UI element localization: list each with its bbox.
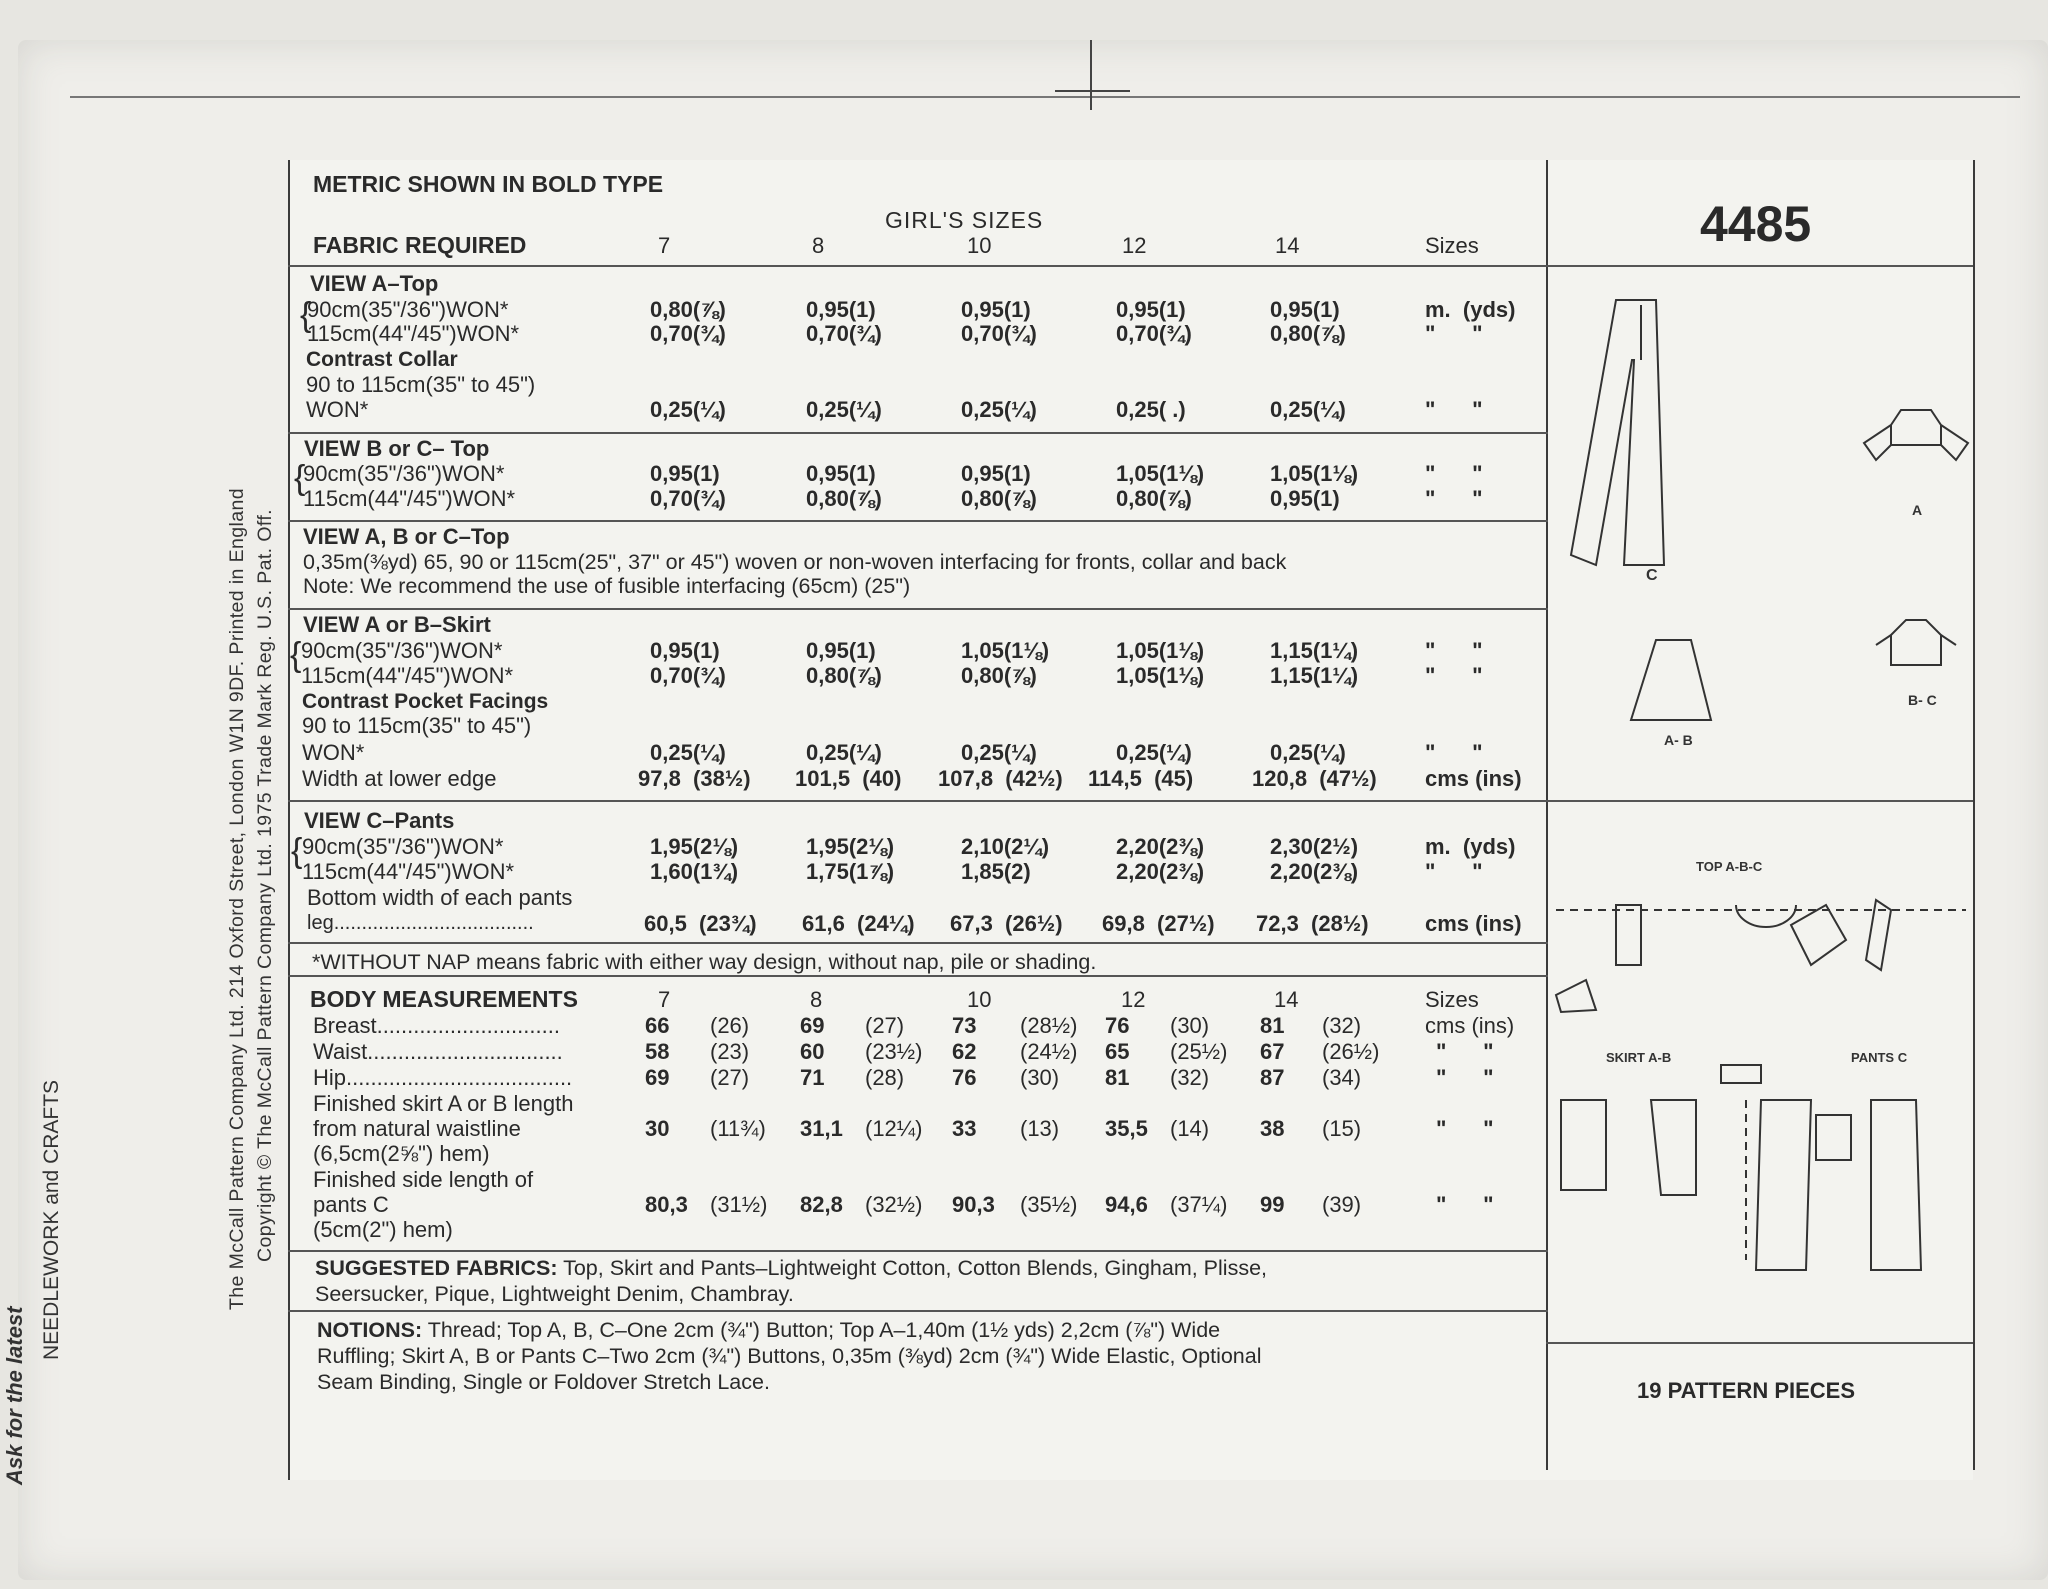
skirt-view-ab-drawing xyxy=(1631,640,1711,720)
fabric-value: 0,95(1) xyxy=(961,461,1031,486)
fabric-value: 2,20(2⅜) xyxy=(1270,859,1359,884)
fabric-value: 0,95(1) xyxy=(806,297,876,322)
rule-view-a xyxy=(288,432,1548,434)
edge-text-latest: Ask for the latest xyxy=(2,1306,27,1485)
pants-leg-value: 61,6 (24¼) xyxy=(802,911,915,936)
unit-label: " " xyxy=(1425,486,1483,511)
body-inch: (28) xyxy=(865,1065,905,1090)
suggested-fabrics-label: SUGGESTED FABRICS: xyxy=(315,1256,558,1280)
view-label-ab: A- B xyxy=(1664,732,1693,748)
fabric-value: 0,25(¼) xyxy=(961,740,1037,765)
skirt-width-value: 114,5 (45) xyxy=(1088,766,1194,791)
fabric-value: 1,05(1⅛) xyxy=(1116,461,1205,486)
view-a-range: 90 to 115cm(35" to 45") xyxy=(306,372,536,397)
brace: { xyxy=(290,636,302,674)
fabric-value: 1,95(2⅛) xyxy=(806,834,895,859)
skirt-length-inch: (12¼) xyxy=(865,1116,923,1141)
size-heading-12: 12 xyxy=(1122,233,1147,258)
body-inch: (23½) xyxy=(865,1039,923,1064)
fabric-value: 1,15(1¼) xyxy=(1270,638,1359,663)
body-measurements-title: BODY MEASUREMENTS xyxy=(310,986,578,1012)
view-bc-r2-label: 115cm(44"/45")WON* xyxy=(303,486,516,511)
skirt-width-value: 120,8 (47½) xyxy=(1252,766,1377,791)
brace: { xyxy=(294,459,306,497)
rule-right-pieces xyxy=(1546,1342,1973,1344)
body-inch: (27) xyxy=(865,1013,905,1038)
suggested-fabrics-text-1: Top, Skirt and Pants–Lightweight Cotton, Cotton Blends, Gingham, Plisse, xyxy=(557,1256,1267,1280)
fabric-value: 1,75(1⅞) xyxy=(806,859,895,884)
fabric-value: 0,80(⅞) xyxy=(806,486,882,511)
fabric-value: 0,95(1) xyxy=(650,638,720,663)
body-inch: (34) xyxy=(1322,1065,1362,1090)
fabric-value: 0,80(⅞) xyxy=(806,663,882,688)
body-size-8: 8 xyxy=(810,987,823,1012)
fabric-value: 0,25(¼) xyxy=(650,397,726,422)
piece-inside-pocket xyxy=(1816,1115,1851,1160)
piece-back-skirt xyxy=(1561,1100,1606,1190)
fabric-value: 0,95(1) xyxy=(806,638,876,663)
rule-skirt xyxy=(288,800,1548,802)
unit-label: " " xyxy=(1425,859,1483,884)
body-size-12: 12 xyxy=(1121,987,1146,1012)
top-group-label: TOP A-B-C xyxy=(1696,859,1763,874)
body-value: 69 xyxy=(645,1065,670,1090)
fabric-value: 1,15(1¼) xyxy=(1270,663,1359,688)
fabric-value: 0,95(1) xyxy=(650,461,720,486)
pants-length-value: 90,3 xyxy=(952,1192,995,1217)
body-value: 76 xyxy=(1105,1013,1130,1038)
notions-label: NOTIONS: xyxy=(317,1318,423,1342)
fabric-value: 0,70(¾) xyxy=(650,663,726,688)
size-heading-14: 14 xyxy=(1275,233,1300,258)
unit-label: cms (ins) xyxy=(1425,911,1522,936)
fabric-value: 1,05(1⅛) xyxy=(961,638,1050,663)
body-value: 66 xyxy=(645,1013,670,1038)
notions-text-2: Ruffling; Skirt A, B or Pants C–Two 2cm (¾") Buttons, 0,35m (⅜yd) 2cm (¾") Wide Elastic, Optional xyxy=(317,1344,1262,1368)
pants-leg-value: 72,3 (28½) xyxy=(1256,911,1369,936)
rule-body xyxy=(288,1250,1548,1252)
view-a-contrast: Contrast Collar xyxy=(306,348,458,371)
skirt-length-l3: (6,5cm(2⅝") hem) xyxy=(313,1141,490,1166)
pants-view-c-drawing xyxy=(1571,300,1664,565)
pattern-number: 4485 xyxy=(1700,196,1812,252)
fabric-value: 1,95(2⅛) xyxy=(650,834,739,859)
metric-note: METRIC SHOWN IN BOLD TYPE xyxy=(313,171,664,197)
fabric-value: 0,80(⅞) xyxy=(961,486,1037,511)
unit-label: " " xyxy=(1425,740,1483,765)
body-inch: (32) xyxy=(1322,1013,1362,1038)
fabric-value: 0,25(¼) xyxy=(961,397,1037,422)
fabric-value: 0,70(¾) xyxy=(1116,321,1192,346)
body-value: 71 xyxy=(800,1065,825,1090)
pants-length-inch: (31½) xyxy=(710,1192,768,1217)
rule-suggested xyxy=(288,1310,1548,1312)
skirt-contrast: Contrast Pocket Facings xyxy=(302,690,549,713)
rule-header xyxy=(288,265,1548,267)
skirt-length-value: 35,5 xyxy=(1105,1116,1148,1141)
pattern-pieces-layout xyxy=(1546,800,1973,1340)
unit-label: m. (yds) xyxy=(1425,297,1516,322)
rule-view-bc xyxy=(288,520,1548,522)
view-label-bc: B- C xyxy=(1908,692,1937,708)
unit-label: " " xyxy=(1425,461,1483,486)
fabric-value: 0,70(¾) xyxy=(961,321,1037,346)
pants-length-inch: (35½) xyxy=(1020,1192,1078,1217)
skirt-length-l1: Finished skirt A or B length xyxy=(313,1091,574,1116)
fabric-value: 0,80(⅞) xyxy=(1270,321,1346,346)
pants-length-inch: (39) xyxy=(1322,1192,1362,1217)
pants-title: VIEW C–Pants xyxy=(304,808,455,833)
rule-pants xyxy=(288,942,1548,944)
side-copyright-line-2: Copyright © The McCall Pattern Company Ltd. 1975 Trade Mark Reg. U.S. Pat. Off. xyxy=(254,509,276,1262)
side-copyright-line-1: The McCall Pattern Company Ltd. 214 Oxford Street, London W1N 9DF. Printed in England xyxy=(226,488,248,1310)
piece-back-pants xyxy=(1756,1100,1811,1270)
fabric-value: 2,10(2¼) xyxy=(961,834,1050,859)
unit-label: cms (ins) xyxy=(1425,766,1522,791)
rule-view-abc xyxy=(288,608,1548,610)
pattern-pieces-count: 19 PATTERN PIECES xyxy=(1637,1378,1856,1403)
fabric-value: 0,80(⅞) xyxy=(650,297,726,322)
body-inch: (28½) xyxy=(1020,1013,1078,1038)
view-abc-line: 0,35m(⅜yd) 65, 90 or 115cm(25", 37" or 45") woven or non-woven interfacing for fronts, collar and back xyxy=(303,550,1287,574)
body-inch: (30) xyxy=(1170,1013,1210,1038)
notions-line-1 xyxy=(317,1318,1220,1343)
suggested-fabrics-text-2: Seersucker, Pique, Lightweight Denim, Chambray. xyxy=(315,1282,794,1306)
body-inch: (26½) xyxy=(1322,1039,1380,1064)
fabric-value: 1,05(1⅛) xyxy=(1116,638,1205,663)
view-bc-title: VIEW B or C– Top xyxy=(304,436,490,461)
fabric-value: 0,95(1) xyxy=(1116,297,1186,322)
body-value: 65 xyxy=(1105,1039,1130,1064)
top-view-bc-drawing xyxy=(1876,620,1956,665)
fabric-value: 0,95(1) xyxy=(961,297,1031,322)
body-inch: (25½) xyxy=(1170,1039,1228,1064)
skirt-width-value: 101,5 (40) xyxy=(795,766,902,791)
fabric-value: 0,25(¼) xyxy=(806,740,882,765)
skirt-r1-label: 90cm(35"/36")WON* xyxy=(301,638,503,663)
view-abc-note: Note: We recommend the use of fusible interfacing (65cm) (25") xyxy=(303,574,911,598)
view-a-title: VIEW A–Top xyxy=(310,271,439,296)
piece-waistband xyxy=(1721,1065,1761,1083)
skirt-length-value: 31,1 xyxy=(800,1116,843,1141)
piece-sleeve xyxy=(1556,980,1596,1012)
size-heading-7: 7 xyxy=(658,233,671,258)
pants-group-label: PANTS C xyxy=(1851,1050,1908,1065)
fabric-value: 0,80(⅞) xyxy=(1116,486,1192,511)
body-value: 67 xyxy=(1260,1039,1285,1064)
fabric-value: 0,70(¾) xyxy=(806,321,882,346)
body-value: 60 xyxy=(800,1039,825,1064)
top-view-a-drawing xyxy=(1864,410,1968,460)
piece-armhole xyxy=(1736,905,1796,927)
skirt-length-inch: (11¾) xyxy=(710,1116,766,1141)
view-label-a: A xyxy=(1912,502,1923,518)
view-label-c: C xyxy=(1646,567,1658,584)
piece-back-top xyxy=(1616,905,1641,965)
fabric-value: 0,70(¾) xyxy=(650,486,726,511)
skirt-length-inch: (13) xyxy=(1020,1116,1060,1141)
pants-length-l3: (5cm(2") hem) xyxy=(313,1217,453,1242)
pants-length-value: 94,6 xyxy=(1105,1192,1148,1217)
skirt-length-l2: from natural waistline xyxy=(313,1116,521,1141)
skirt-range: 90 to 115cm(35" to 45") xyxy=(302,713,532,738)
pants-length-inch: (32½) xyxy=(865,1192,923,1217)
fabric-value: 0,95(1) xyxy=(1270,486,1340,511)
brace: { xyxy=(291,832,303,870)
skirt-length-value: 33 xyxy=(952,1116,977,1141)
unit-label: " " xyxy=(1425,321,1483,346)
ditto: " " xyxy=(1436,1039,1494,1064)
frame-right-line xyxy=(1973,160,1975,1470)
body-inch: (32) xyxy=(1170,1065,1210,1090)
view-a-r2-label: 115cm(44"/45")WON* xyxy=(307,321,520,346)
size-heading-8: 8 xyxy=(812,233,825,258)
body-value: 62 xyxy=(952,1039,977,1064)
ditto: " " xyxy=(1436,1065,1494,1090)
skirt-width-label: Width at lower edge xyxy=(302,766,497,791)
pants-length-l1: Finished side length of xyxy=(313,1167,534,1192)
skirt-width-value: 97,8 (38½) xyxy=(638,766,751,791)
skirt-group-label: SKIRT A-B xyxy=(1606,1050,1672,1065)
size-heading-10: 10 xyxy=(967,233,992,258)
view-a-r3-label: WON* xyxy=(306,397,369,422)
registration-mark-vertical xyxy=(1090,40,1092,110)
fabric-value: 0,70(¾) xyxy=(650,321,726,346)
ditto: " " xyxy=(1436,1192,1494,1217)
pants-length-inch: (37¼) xyxy=(1170,1192,1228,1217)
rule-without-nap xyxy=(288,975,1548,977)
piece-front-top xyxy=(1791,905,1846,965)
fabric-value: 0,95(1) xyxy=(1270,297,1340,322)
fabric-value: 1,05(1⅛) xyxy=(1270,461,1359,486)
ditto: " " xyxy=(1436,1116,1494,1141)
brace: { xyxy=(300,296,312,334)
envelope-flap-fold xyxy=(70,96,2020,98)
view-bc-r1-label: 90cm(35"/36")WON* xyxy=(303,461,505,486)
body-size-14: 14 xyxy=(1274,987,1299,1012)
fabric-required-heading: FABRIC REQUIRED xyxy=(313,232,527,258)
pants-leg-value: 69,8 (27½) xyxy=(1102,911,1215,936)
skirt-r2-label: 115cm(44"/45")WON* xyxy=(301,663,514,688)
fabric-value: 0,25( .) xyxy=(1116,397,1186,422)
unit-label: " " xyxy=(1425,397,1483,422)
piece-front-pants xyxy=(1871,1100,1921,1270)
body-value: 87 xyxy=(1260,1065,1285,1090)
skirt-r3-label: WON* xyxy=(302,740,365,765)
body-inch: (24½) xyxy=(1020,1039,1078,1064)
frame-left-line xyxy=(288,160,290,1480)
pants-length-value: 99 xyxy=(1260,1192,1285,1217)
pants-bottom-label: Bottom width of each pants xyxy=(307,885,573,910)
skirt-title: VIEW A or B–Skirt xyxy=(303,612,491,637)
fabric-value: 0,25(¼) xyxy=(1116,740,1192,765)
notions-text-1: Thread; Top A, B, C–One 2cm (¾") Button; Top A–1,40m (1½ yds) 2,2cm (⅞") Wide xyxy=(422,1318,1221,1342)
pants-leg-label: leg.................................... xyxy=(307,912,534,934)
fabric-value: 0,25(¼) xyxy=(650,740,726,765)
pants-r2-label: 115cm(44"/45")WON* xyxy=(302,859,515,884)
fabric-value: 0,25(¼) xyxy=(806,397,882,422)
fabric-value: 0,95(1) xyxy=(806,461,876,486)
fabric-value: 0,25(¼) xyxy=(1270,740,1346,765)
skirt-length-inch: (14) xyxy=(1170,1116,1210,1141)
edge-text-crafts: NEEDLEWORK and CRAFTS xyxy=(40,1079,63,1360)
unit-label: " " xyxy=(1425,663,1483,688)
body-sizes-label: Sizes xyxy=(1425,987,1479,1012)
body-value: 58 xyxy=(645,1039,670,1064)
skirt-width-value: 107,8 (42½) xyxy=(938,766,1063,791)
suggested-fabrics-line-1 xyxy=(315,1256,1267,1281)
skirt-length-inch: (15) xyxy=(1322,1116,1362,1141)
fabric-value: 1,85(2) xyxy=(961,859,1031,884)
body-unit: cms (ins) xyxy=(1425,1013,1515,1038)
skirt-length-value: 30 xyxy=(645,1116,670,1141)
body-value: 81 xyxy=(1260,1013,1285,1038)
piece-front-skirt xyxy=(1651,1100,1696,1195)
body-size-10: 10 xyxy=(967,987,992,1012)
unit-label: m. (yds) xyxy=(1425,834,1516,859)
body-value: 76 xyxy=(952,1065,977,1090)
sizes-label: Sizes xyxy=(1425,233,1479,258)
fabric-value: 0,25(¼) xyxy=(1270,397,1346,422)
fabric-value: 2,20(2⅜) xyxy=(1116,859,1205,884)
girls-sizes-heading: GIRL'S SIZES xyxy=(885,207,1044,233)
body-value: 73 xyxy=(952,1013,977,1038)
view-abc-title: VIEW A, B or C–Top xyxy=(303,524,510,549)
body-inch: (26) xyxy=(710,1013,750,1038)
body-row-label: Hip..................................... xyxy=(313,1065,573,1090)
pants-leg-value: 67,3 (26½) xyxy=(950,911,1063,936)
unit-label: " " xyxy=(1425,638,1483,663)
registration-mark-horizontal xyxy=(1055,90,1130,92)
view-a-r1-label: 90cm(35"/36")WON* xyxy=(307,297,509,322)
view-illustrations xyxy=(1546,265,1973,800)
pants-length-value: 82,8 xyxy=(800,1192,843,1217)
pants-r1-label: 90cm(35"/36")WON* xyxy=(302,834,504,859)
without-nap-note: *WITHOUT NAP means fabric with either way design, without nap, pile or shading. xyxy=(312,950,1097,974)
fabric-value: 1,05(1⅛) xyxy=(1116,663,1205,688)
pants-length-l2: pants C xyxy=(313,1192,389,1217)
pants-leg-value: 60,5 (23¾) xyxy=(644,911,757,936)
body-row-label: Waist................................ xyxy=(313,1039,563,1064)
fabric-value: 2,30(2½) xyxy=(1270,834,1359,859)
body-inch: (27) xyxy=(710,1065,750,1090)
pants-length-value: 80,3 xyxy=(645,1192,688,1217)
body-value: 69 xyxy=(800,1013,825,1038)
body-inch: (30) xyxy=(1020,1065,1060,1090)
body-value: 81 xyxy=(1105,1065,1130,1090)
body-inch: (23) xyxy=(710,1039,750,1064)
skirt-length-value: 38 xyxy=(1260,1116,1285,1141)
body-row-label: Breast.............................. xyxy=(313,1013,560,1038)
fabric-value: 2,20(2⅜) xyxy=(1116,834,1205,859)
notions-text-3: Seam Binding, Single or Foldover Stretch Lace. xyxy=(317,1370,770,1394)
body-size-7: 7 xyxy=(658,987,671,1012)
fabric-value: 1,60(1¾) xyxy=(650,859,739,884)
fabric-value: 0,80(⅞) xyxy=(961,663,1037,688)
